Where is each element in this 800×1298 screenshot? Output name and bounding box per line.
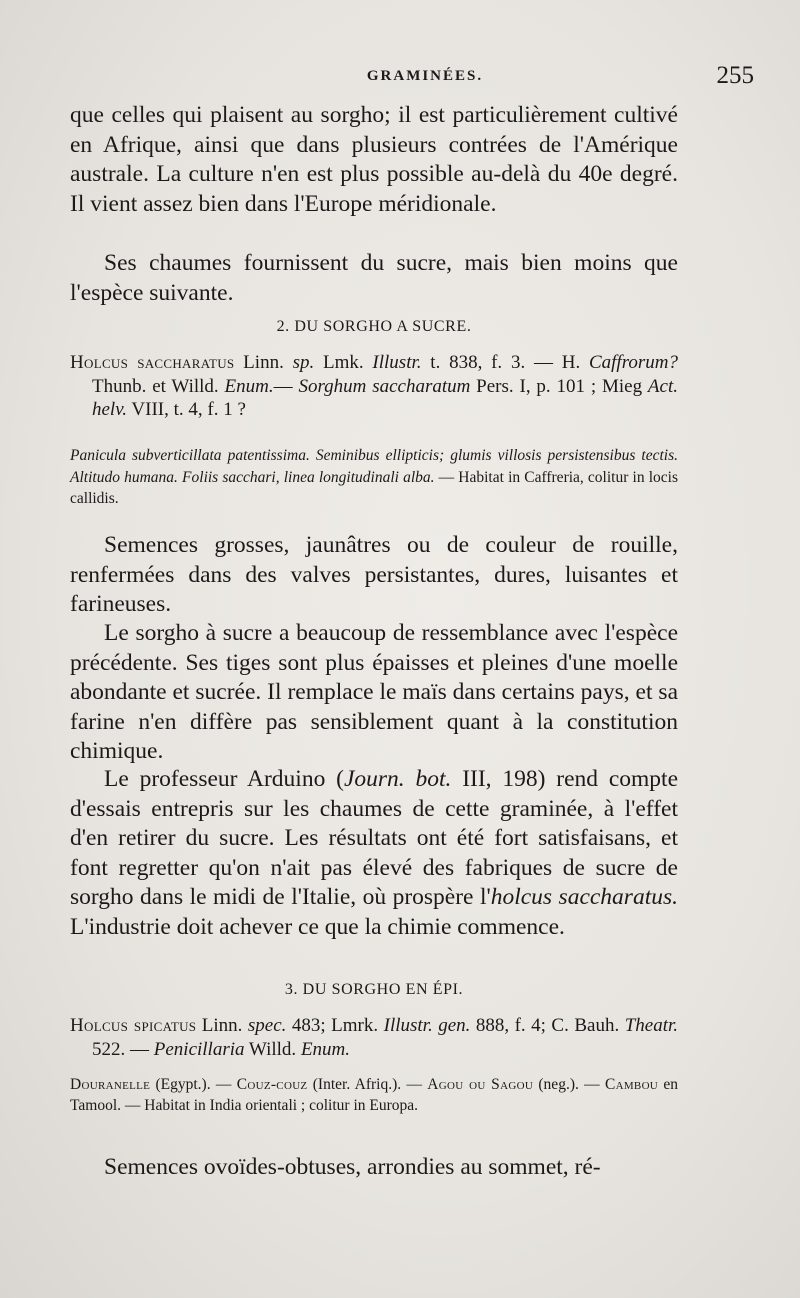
genus-name: Holcus saccharatus (70, 352, 235, 373)
synonymy-entry (70, 351, 678, 422)
section-3-seeds (70, 1153, 678, 1183)
synonymy-text: Pers. I, p. 101 ; Mieg (470, 375, 648, 397)
synonymy-entry (70, 1014, 678, 1061)
body-paragraph: Le sorgho à sucre a beaucoup de ressemblance avec l'espèce précédente. Ses tiges sont plus épaisses et pleines d'une moelle abondante et sucrée. Il remplace le maïs dans certains pays, et sa farine n'en diffère pas sensiblement quant à la constitution chimique. (70, 620, 678, 764)
synonymy-italic: sp. (292, 352, 315, 373)
synonymy-text: Lmk. (314, 352, 373, 373)
names-text: en Tamool. — Habitat in India orientali ; colitur in Europa. (70, 1076, 678, 1114)
body-paragraph: Semences grosses, jaunâtres ou de couleur de rouille, renfermées dans des valves persistantes, dures, luisantes et farineuses. (70, 532, 678, 617)
para-italic: Journ. bot. (343, 766, 452, 792)
synonymy-text: VIII, t. 4, f. 1 ? (127, 399, 246, 420)
body-paragraph: que celles qui plaisent au sorgho; il est particulièrement cultivé en Afrique, ainsi que dans plusieurs contrées de l'Amérique australe. La culture n'en est plus possible au-delà du 40e degré. Il vient assez bien dans l'Europe méridionale. (70, 102, 678, 217)
para-text: Le professeur Arduino ( (104, 766, 344, 792)
page-header (70, 62, 780, 98)
body-paragraph: Ses chaumes fournissent du sucre, mais bien moins que l'espèce suivante. (70, 250, 678, 306)
section-2-arduino (70, 765, 678, 942)
section-2-seeds (70, 531, 678, 620)
para-text: III, 198) rend compte d'essais entrepris sur les chaumes de cette graminée, à l'effet d'en retirer du sucre. Les résultats ont été fort satisfaisans, et font regretter qu'on n'ait pas élevé des fabriques de sucre de sorgho dans le midi de l'Italie, où prospère l' (70, 766, 678, 910)
habitat-text: — Habitat in Caffreria, colitur in locis callidis. (70, 468, 678, 507)
synonymy-text: Linn. (196, 1015, 248, 1036)
vernacular-name: Couz-couz (236, 1076, 308, 1093)
section-3-synonymy (70, 1014, 678, 1061)
synonymy-text: 522. — (92, 1038, 154, 1060)
synonymy-text: Willd. (244, 1038, 301, 1060)
synonymy-italic: spec. (247, 1015, 287, 1036)
genus-name: Holcus spicatus (70, 1015, 197, 1036)
section-heading: 2. DU SORGHO A SUCRE. (276, 318, 472, 335)
synonymy-italic: Illustr. gen. (383, 1015, 471, 1036)
body-paragraph (70, 765, 678, 942)
section-2-synonymy (70, 351, 678, 422)
para-italic: holcus saccharatus. (490, 884, 678, 910)
synonymy-italic: Enum. (224, 375, 274, 397)
synonymy-italic: Caffrorum? (588, 352, 679, 373)
vernacular-name: Douranelle (70, 1076, 151, 1093)
section-2-diagnosis (70, 445, 678, 510)
synonymy-text: — (273, 375, 299, 397)
synonymy-text: Thunb. et Willd. (92, 375, 225, 397)
synonymy-italic: Penicillaria (153, 1038, 245, 1060)
section-2-heading-wrap (70, 318, 678, 336)
synonymy-text: Linn. (234, 352, 293, 373)
names-text: (Egypt.). — (150, 1076, 237, 1093)
page-number: 255 (716, 62, 754, 89)
running-head: GRAMINÉES. (366, 68, 484, 84)
paragraph-continuation (70, 101, 678, 219)
synonymy-italic: Act. helv. (92, 375, 678, 420)
section-2-comparison (70, 619, 678, 767)
vernacular-name: Agou ou Sagou (427, 1076, 534, 1093)
names-text: (neg.). — (533, 1076, 605, 1093)
latin-diagnosis (70, 445, 678, 510)
paragraph-sugar-note (70, 249, 678, 308)
synonymy-italic: Illustr. (372, 352, 422, 373)
synonymy-text: t. 838, f. 3. — H. (421, 352, 589, 373)
names-text: (Inter. Afriq.). — (307, 1076, 428, 1093)
vernacular-name: Cambou (604, 1076, 659, 1093)
section-3-heading-wrap (70, 981, 678, 999)
section-3-names (70, 1074, 678, 1116)
diagnosis-text: Panicula subverticillata patentissima. Seminibus ellipticis; glumis villosis persistensibus tectis. Altitudo humana. Foliis sacchari, linea longitudinali alba. (70, 447, 678, 486)
synonymy-italic: Sorghum saccharatum (298, 375, 471, 397)
section-heading: 3. DU SORGHO EN ÉPI. (284, 981, 464, 998)
synonymy-italic: Theatr. (624, 1015, 679, 1036)
synonymy-text: 483; Lmrk. (286, 1015, 384, 1036)
body-paragraph: Semences ovoïdes-obtuses, arrondies au sommet, ré- (104, 1154, 601, 1180)
para-text: L'industrie doit achever ce que la chimie commence. (70, 913, 565, 940)
synonymy-text: 888, f. 4; C. Bauh. (470, 1015, 625, 1036)
vernacular-names (70, 1074, 678, 1116)
synonymy-italic: Enum. (300, 1038, 351, 1060)
